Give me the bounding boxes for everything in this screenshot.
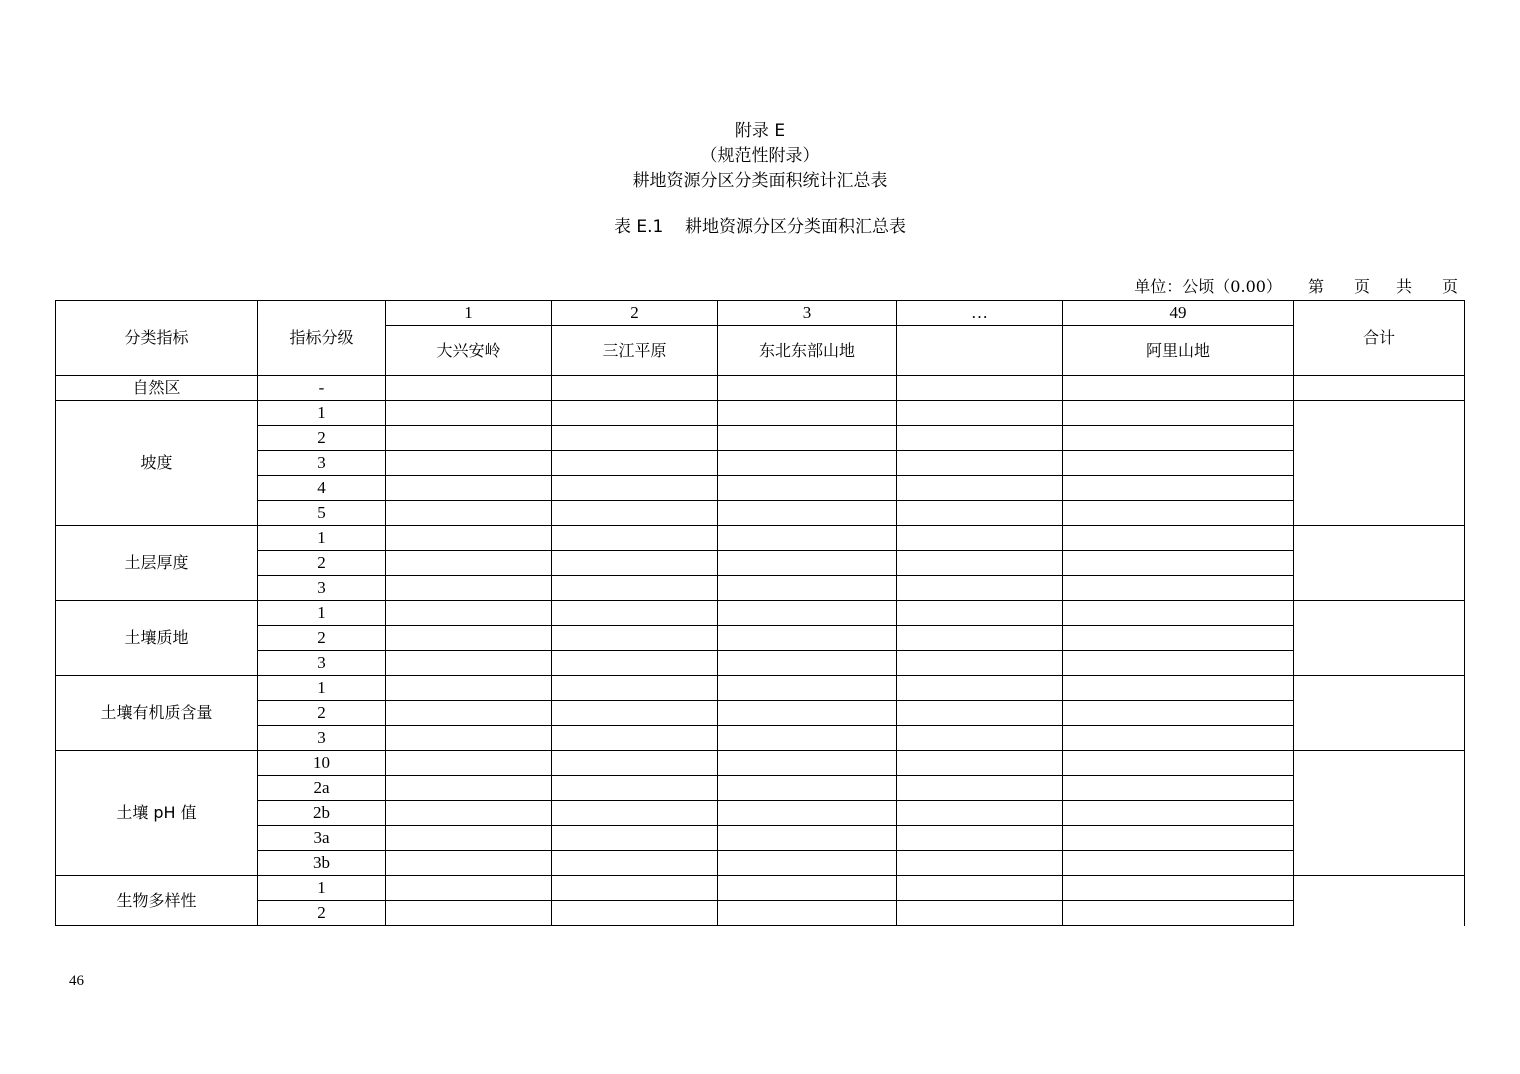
unit-label: 单位：公顷（0.00） xyxy=(1134,277,1282,296)
area-cell xyxy=(386,451,552,476)
area-cell xyxy=(552,576,718,601)
grade-value: 3 xyxy=(258,651,386,676)
area-cell xyxy=(718,851,897,876)
area-cell xyxy=(1063,676,1294,701)
area-cell xyxy=(386,601,552,626)
area-cell xyxy=(1063,901,1294,926)
area-cell xyxy=(386,676,552,701)
category-name: 土壤 pH 值 xyxy=(56,751,258,876)
area-cell xyxy=(897,526,1063,551)
area-cell xyxy=(386,701,552,726)
category-name: 土层厚度 xyxy=(56,526,258,601)
table-row xyxy=(56,901,1465,926)
area-cell xyxy=(718,826,897,851)
area-cell xyxy=(1063,601,1294,626)
grade-value: 2 xyxy=(258,626,386,651)
zone-number: 1 xyxy=(386,301,552,326)
area-cell xyxy=(897,826,1063,851)
area-cell xyxy=(386,501,552,526)
area-cell xyxy=(386,401,552,426)
area-cell xyxy=(386,851,552,876)
area-cell xyxy=(897,376,1063,401)
page-number: 46 xyxy=(69,973,84,989)
area-cell xyxy=(552,701,718,726)
grade-value: 2a xyxy=(258,776,386,801)
area-cell xyxy=(552,651,718,676)
category-name: 生物多样性 xyxy=(56,876,258,926)
category-name: 土壤有机质含量 xyxy=(56,676,258,751)
area-cell xyxy=(897,601,1063,626)
table-caption xyxy=(0,215,1520,239)
area-cell xyxy=(897,476,1063,501)
grade-value: 2 xyxy=(258,426,386,451)
area-cell xyxy=(386,476,552,501)
area-summary-table xyxy=(55,300,1465,926)
table-caption-text: 表 E.1 耕地资源分区分类面积汇总表 xyxy=(614,217,906,237)
area-cell xyxy=(1063,626,1294,651)
category-name: 土壤质地 xyxy=(56,601,258,676)
area-cell xyxy=(897,901,1063,926)
area-cell xyxy=(1063,876,1294,901)
area-cell xyxy=(718,651,897,676)
grade-value: 3 xyxy=(258,726,386,751)
table-row xyxy=(56,576,1465,601)
appendix-label: 附录 E xyxy=(734,121,786,141)
area-cell xyxy=(386,876,552,901)
zone-number: 2 xyxy=(552,301,718,326)
area-cell xyxy=(552,476,718,501)
total-cell xyxy=(1294,601,1465,676)
table-row xyxy=(56,876,1465,901)
table-row xyxy=(56,426,1465,451)
area-cell xyxy=(718,501,897,526)
area-cell xyxy=(552,451,718,476)
area-cell xyxy=(552,601,718,626)
unit-and-page-line xyxy=(1134,276,1458,298)
area-cell xyxy=(1063,701,1294,726)
area-cell xyxy=(718,701,897,726)
zone-name xyxy=(897,326,1063,376)
area-cell xyxy=(552,876,718,901)
area-cell xyxy=(1063,426,1294,451)
area-cell xyxy=(718,401,897,426)
header-row-numbers xyxy=(56,301,1465,326)
area-cell xyxy=(1063,726,1294,751)
area-cell xyxy=(897,726,1063,751)
grade-value: 2 xyxy=(258,901,386,926)
zone-number: 3 xyxy=(718,301,897,326)
area-cell xyxy=(1063,501,1294,526)
grade-value: 3 xyxy=(258,576,386,601)
area-cell xyxy=(718,776,897,801)
area-cell xyxy=(386,801,552,826)
area-cell xyxy=(386,626,552,651)
table-row xyxy=(56,776,1465,801)
area-cell xyxy=(718,876,897,901)
area-cell xyxy=(718,601,897,626)
table-row xyxy=(56,826,1465,851)
area-cell xyxy=(1063,551,1294,576)
grade-value: 1 xyxy=(258,601,386,626)
area-cell xyxy=(1063,851,1294,876)
table-row xyxy=(56,601,1465,626)
grade-value: - xyxy=(258,376,386,401)
table-row xyxy=(56,651,1465,676)
area-cell xyxy=(718,426,897,451)
total-cell xyxy=(1294,376,1465,401)
header-total: 合计 xyxy=(1294,301,1465,376)
table-row xyxy=(56,751,1465,776)
area-cell xyxy=(386,726,552,751)
area-cell xyxy=(386,376,552,401)
area-cell xyxy=(386,551,552,576)
table-row xyxy=(56,551,1465,576)
page-prefix: 第 xyxy=(1307,277,1324,296)
area-cell xyxy=(718,551,897,576)
area-cell xyxy=(552,751,718,776)
total-cell xyxy=(1294,401,1465,526)
grade-value: 3b xyxy=(258,851,386,876)
table-row xyxy=(56,626,1465,651)
area-cell xyxy=(718,726,897,751)
area-cell xyxy=(897,551,1063,576)
area-cell xyxy=(718,376,897,401)
area-cell xyxy=(552,801,718,826)
header-grade: 指标分级 xyxy=(258,301,386,376)
area-cell xyxy=(897,576,1063,601)
grade-value: 1 xyxy=(258,526,386,551)
grade-value: 2 xyxy=(258,551,386,576)
grade-value: 3a xyxy=(258,826,386,851)
total-cell xyxy=(1294,526,1465,601)
zone-name: 大兴安岭 xyxy=(386,326,552,376)
area-cell xyxy=(386,426,552,451)
area-cell xyxy=(552,826,718,851)
area-cell xyxy=(386,826,552,851)
category-name: 坡度 xyxy=(56,401,258,526)
area-cell xyxy=(897,751,1063,776)
area-cell xyxy=(897,401,1063,426)
table-row xyxy=(56,376,1465,401)
table-row xyxy=(56,851,1465,876)
area-cell xyxy=(386,751,552,776)
page-mid: 页 xyxy=(1353,277,1370,296)
zone-number: … xyxy=(897,301,1063,326)
appendix-title: 耕地资源分区分类面积统计汇总表 xyxy=(632,171,888,191)
grade-value: 1 xyxy=(258,876,386,901)
total-cell xyxy=(1294,751,1465,876)
table-row xyxy=(56,676,1465,701)
area-cell xyxy=(552,551,718,576)
area-cell xyxy=(386,651,552,676)
area-cell xyxy=(718,801,897,826)
zone-name: 东北东部山地 xyxy=(718,326,897,376)
area-cell xyxy=(552,501,718,526)
area-cell xyxy=(1063,526,1294,551)
area-cell xyxy=(1063,826,1294,851)
table-row xyxy=(56,801,1465,826)
area-cell xyxy=(718,676,897,701)
area-cell xyxy=(897,501,1063,526)
area-cell xyxy=(552,401,718,426)
area-cell xyxy=(897,451,1063,476)
area-cell xyxy=(1063,576,1294,601)
area-cell xyxy=(897,851,1063,876)
area-cell xyxy=(897,701,1063,726)
area-cell xyxy=(1063,451,1294,476)
area-cell xyxy=(897,651,1063,676)
area-cell xyxy=(897,426,1063,451)
table-row xyxy=(56,451,1465,476)
area-cell xyxy=(1063,476,1294,501)
area-cell xyxy=(386,526,552,551)
area-cell xyxy=(897,676,1063,701)
table-row xyxy=(56,501,1465,526)
area-cell xyxy=(386,901,552,926)
area-cell xyxy=(718,526,897,551)
area-cell xyxy=(552,376,718,401)
area-cell xyxy=(718,901,897,926)
table-row xyxy=(56,701,1465,726)
area-cell xyxy=(552,776,718,801)
area-cell xyxy=(897,626,1063,651)
area-cell xyxy=(386,576,552,601)
table-row xyxy=(56,526,1465,551)
area-cell xyxy=(1063,751,1294,776)
grade-value: 2b xyxy=(258,801,386,826)
area-cell xyxy=(718,476,897,501)
zone-number: 49 xyxy=(1063,301,1294,326)
total-cell xyxy=(1294,676,1465,751)
area-cell xyxy=(552,901,718,926)
area-cell xyxy=(552,851,718,876)
total-prefix: 共 xyxy=(1395,277,1412,296)
area-cell xyxy=(552,726,718,751)
appendix-type: （规范性附录） xyxy=(700,146,820,166)
area-cell xyxy=(386,776,552,801)
area-cell xyxy=(897,801,1063,826)
area-cell xyxy=(552,626,718,651)
total-suffix: 页 xyxy=(1441,277,1458,296)
zone-name: 三江平原 xyxy=(552,326,718,376)
table-row xyxy=(56,476,1465,501)
grade-value: 10 xyxy=(258,751,386,776)
grade-value: 2 xyxy=(258,701,386,726)
grade-value: 1 xyxy=(258,676,386,701)
area-cell xyxy=(718,451,897,476)
area-cell xyxy=(897,776,1063,801)
table-row xyxy=(56,726,1465,751)
area-cell xyxy=(1063,801,1294,826)
category-name: 自然区 xyxy=(56,376,258,401)
zone-name: 阿里山地 xyxy=(1063,326,1294,376)
area-cell xyxy=(1063,376,1294,401)
total-cell xyxy=(1294,876,1465,926)
grade-value: 5 xyxy=(258,501,386,526)
area-cell xyxy=(718,751,897,776)
area-cell xyxy=(552,526,718,551)
area-cell xyxy=(718,576,897,601)
area-cell xyxy=(1063,776,1294,801)
area-cell xyxy=(1063,651,1294,676)
area-cell xyxy=(552,426,718,451)
grade-value: 3 xyxy=(258,451,386,476)
grade-value: 1 xyxy=(258,401,386,426)
area-cell xyxy=(897,876,1063,901)
area-cell xyxy=(552,676,718,701)
header-category: 分类指标 xyxy=(56,301,258,376)
table-row xyxy=(56,401,1465,426)
area-cell xyxy=(1063,401,1294,426)
grade-value: 4 xyxy=(258,476,386,501)
area-cell xyxy=(718,626,897,651)
